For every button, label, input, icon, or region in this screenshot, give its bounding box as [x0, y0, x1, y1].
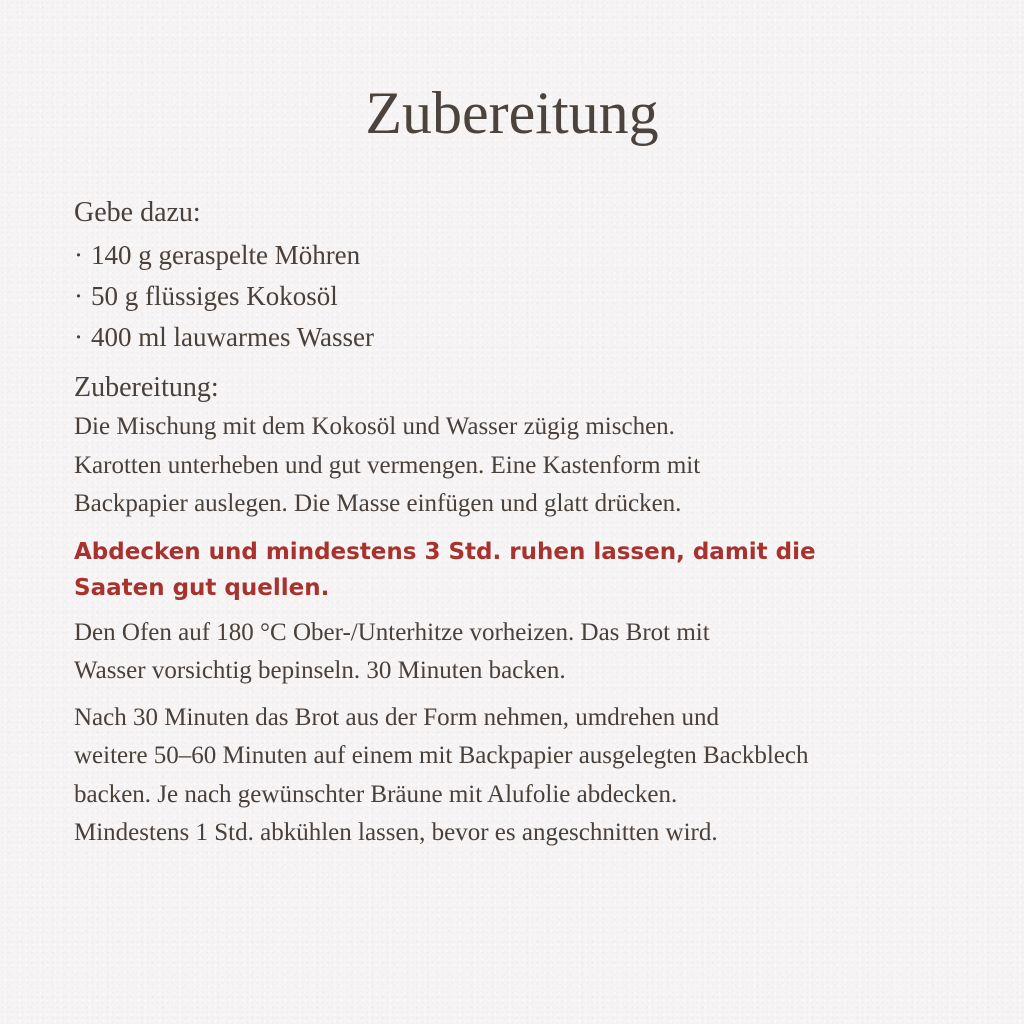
- ingredient-item: [74, 317, 1004, 358]
- instructions-heading: Zubereitung:: [74, 372, 219, 403]
- ingredient-item: [74, 276, 1004, 317]
- text-line: Karotten unterheben und gut vermengen. Eine Kastenform mit: [74, 451, 701, 479]
- ingredient-item: [74, 235, 1004, 276]
- ingredient-text: 50 g flüssiges Kokosöl: [91, 281, 338, 311]
- highlight-note: [74, 534, 924, 606]
- page-title: Zubereitung: [365, 80, 659, 146]
- ingredient-list: [74, 235, 1004, 358]
- bullet-icon: ·: [74, 281, 83, 311]
- recipe-content: [74, 195, 1004, 853]
- ingredient-text: 140 g geraspelte Möhren: [91, 240, 361, 270]
- text-line: Die Mischung mit dem Kokosöl und Wasser zügig mischen.: [74, 413, 675, 440]
- highlight-line: Abdecken und mindestens 3 Std. ruhen lassen, damit die: [74, 538, 816, 565]
- text-line: Den Ofen auf 180 °C Ober-/Unterhitze vorheizen. Das Brot mit: [74, 618, 710, 646]
- highlight-line: Saaten gut quellen.: [74, 574, 330, 601]
- text-line: weitere 50–60 Minuten auf einem mit Backpapier ausgelegten Backblech: [74, 742, 809, 769]
- ingredients-heading: Gebe dazu:: [74, 197, 201, 228]
- bullet-icon: ·: [74, 240, 83, 270]
- text-line: Mindestens 1 Std. abkühlen lassen, bevor es angeschnitten wird.: [74, 819, 718, 846]
- instruction-paragraph-baking: [74, 699, 1004, 853]
- instruction-paragraph-oven: [74, 614, 1004, 691]
- text-line: Backpapier auslegen. Die Masse einfügen und glatt drücken.: [74, 490, 682, 517]
- text-line: backen. Je nach gewünschter Bräune mit Alufolie abdecken.: [74, 780, 678, 808]
- instruction-paragraph-mixing: [74, 408, 1004, 524]
- text-line: Wasser vorsichtig bepinseln. 30 Minuten backen.: [74, 657, 566, 684]
- ingredient-text: 400 ml lauwarmes Wasser: [91, 322, 375, 352]
- text-line: Nach 30 Minuten das Brot aus der Form nehmen, umdrehen und: [74, 703, 720, 731]
- bullet-icon: ·: [74, 322, 83, 352]
